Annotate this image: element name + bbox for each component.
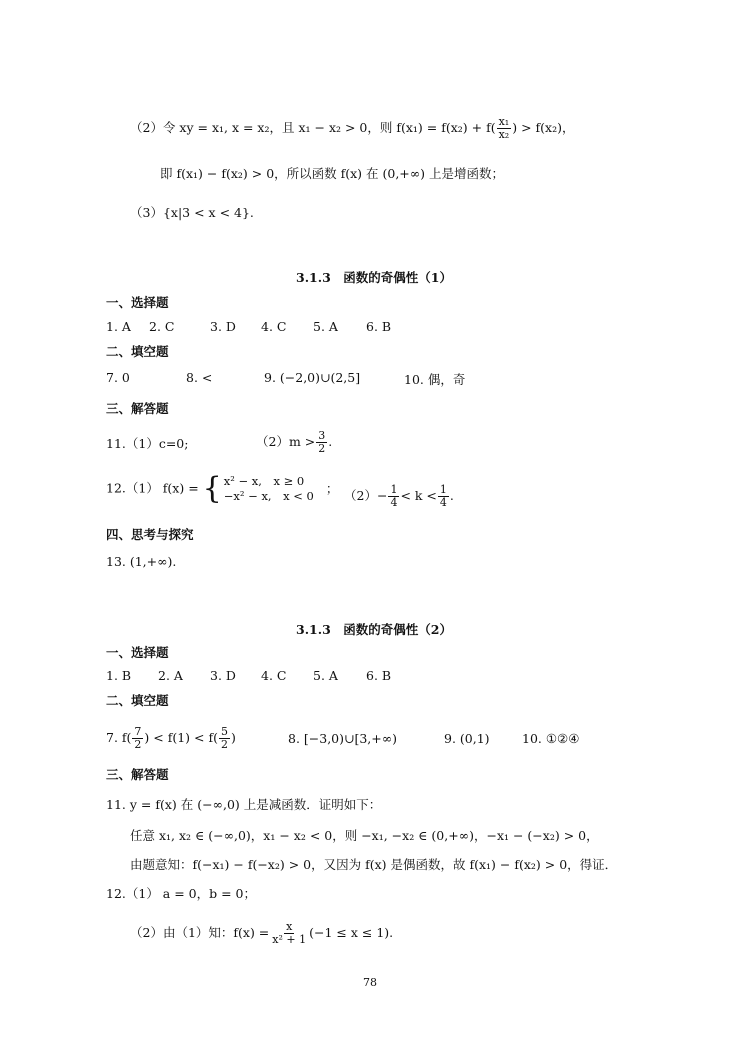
answer-line-2-text: （2）令 xy = x₁, x = x₂，且 x₁ − x₂ > 0，则 f(x₁) = f(x₂) + f( (130, 120, 496, 135)
page-number: 78 (363, 976, 377, 989)
heading-choice-2: 一、选择题 (106, 645, 169, 660)
choice-answer: 6. B (366, 668, 392, 683)
fraction: $\frac{\text{x₁}}{\text{x₂}}$ (498, 115, 510, 141)
section-title-1: 3.1.3 函数的奇偶性（1） (296, 270, 452, 285)
q12-answer-b: （2）− $\frac{1}{4}$ < k < $\frac{1}{4}$ . (344, 483, 454, 509)
heading-fill-2: 二、填空题 (106, 693, 169, 708)
heading-solve-2: 三、解答题 (106, 767, 169, 782)
choice-answer: 2. A (158, 668, 183, 683)
left-brace-icon: { (202, 471, 222, 506)
choice-answer: 5. A (313, 668, 338, 683)
q11-proof-line-2: 由题意知：f(−x₁) − f(−x₂) > 0，又因为 f(x) 是偶函数，故 f(x₁) − f(x₂) > 0，得证． (130, 857, 618, 872)
choice-answer: 3. D (210, 319, 236, 334)
choice-answer: 5. A (313, 319, 338, 334)
fill-answer: 7. 0 (106, 370, 130, 385)
fill-answer: 10. 偶，奇 (404, 372, 466, 387)
answer-line-2 (130, 116, 574, 141)
heading-choice-1: 一、选择题 (106, 295, 169, 310)
heading-explore-1: 四、思考与探究 (106, 527, 194, 542)
heading-fill-1: 二、填空题 (106, 344, 169, 359)
q8-answer: 8. [−3,0)∪[3,+∞) (288, 731, 398, 746)
q9-answer: 9. (0,1) (444, 731, 490, 746)
piecewise-cases: x² − x, x ≥ 0 −x² − x, x < 0 (223, 474, 314, 503)
choice-answer: 4. C (261, 668, 287, 683)
answer-line-2-tail: ) > f(x₂)， (512, 120, 575, 135)
choice-answer: 4. C (261, 319, 287, 334)
answer-line-3: （3）{x|3 < x < 4}. (130, 205, 254, 220)
q12-answer-a: 12.（1） a = 0，b = 0； (106, 886, 257, 901)
choice-answer: 6. B (366, 319, 392, 334)
section-title-2: 3.1.3 函数的奇偶性（2） (296, 622, 452, 637)
fraction: $\frac{1}{4}$ (390, 483, 398, 509)
q12-answer-b: （2）由（1）知：f(x) = $\frac{x}{\text{x² + 1}}$ (−1 ≤ x ≤ 1). (130, 920, 394, 946)
choice-answer: 3. D (210, 668, 236, 683)
choice-answer: 1. A (106, 319, 131, 334)
q11-answer-b: （2）m > $\frac{3}{2}$ . (256, 429, 333, 455)
q11-proof-line-1: 任意 x₁, x₂ ∈ (−∞,0)，x₁ − x₂ < 0，则 −x₁, −x₂ ∈ (0,+∞)，−x₁ − (−x₂) > 0， (130, 828, 599, 843)
fraction: $\frac{7}{2}$ (134, 725, 142, 751)
fraction: $\frac{5}{2}$ (220, 725, 228, 751)
choice-answer: 2. C (149, 319, 175, 334)
fill-answer: 8. < (186, 370, 213, 385)
heading-solve-1: 三、解答题 (106, 401, 169, 416)
q11-answer: 11. y = f(x) 在 (−∞,0) 上是减函数．证明如下： (106, 797, 382, 812)
fraction: $\frac{x}{\text{x² + 1}}$ (272, 920, 307, 946)
fraction: $\frac{3}{2}$ (318, 429, 326, 455)
q10-answer: 10. ①②④ (522, 731, 580, 746)
fill-answer: 9. (−2,0)∪(2,5] (264, 370, 361, 385)
q7-answer: 7. f( $\frac{7}{2}$ ) < f(1) < f( $\frac{5}{2}$ ) (106, 725, 236, 751)
q13-answer: 13. (1,+∞). (106, 554, 177, 569)
q11-answer-a: 11.（1）c=0; (106, 436, 189, 451)
q12-answer: 12.（1） f(x) = { x² − x, x ≥ 0 −x² − x, x < 0 ； (106, 471, 339, 506)
choice-answer: 1. B (106, 668, 132, 683)
fraction: $\frac{1}{4}$ (439, 483, 447, 509)
answer-line-2-conclusion: 即 f(x₁) − f(x₂) > 0，所以函数 f(x) 在 (0,+∞) 上是增函数； (160, 166, 505, 181)
